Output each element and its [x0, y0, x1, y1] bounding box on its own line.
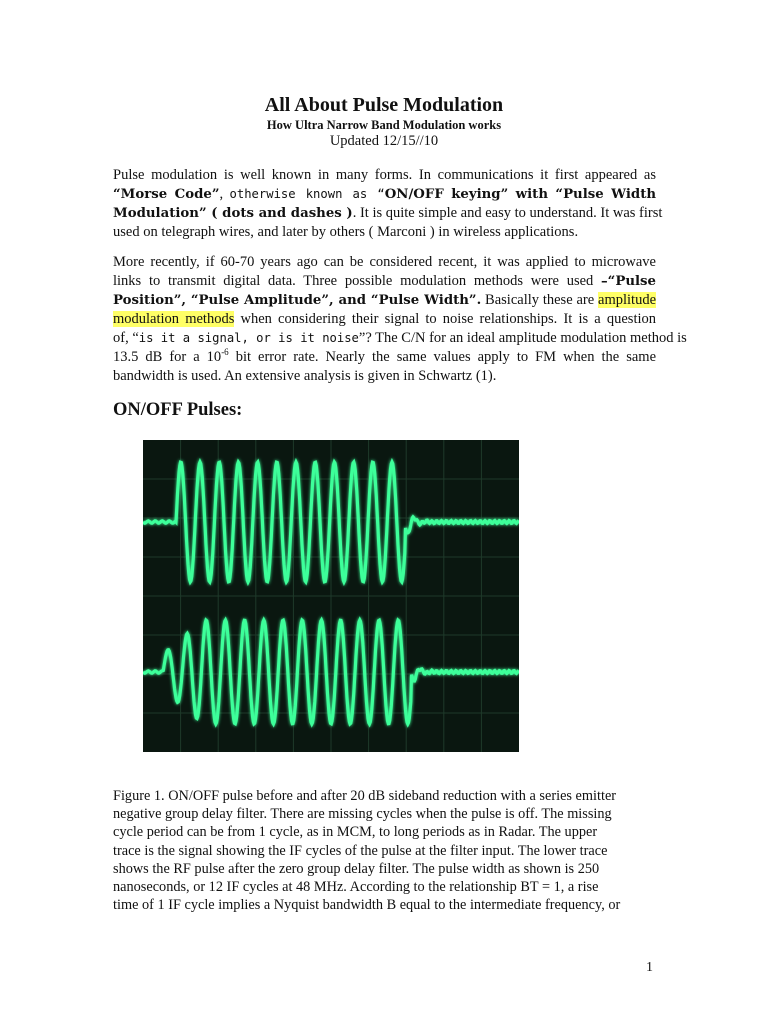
bold-text: ON/OFF keying” with “Pulse Width — [384, 187, 657, 202]
paragraph-line — [113, 204, 663, 223]
text-run: when considering their signal to noise relationships. It is a question — [234, 311, 656, 327]
mono-text: is it a signal, or is it noise — [138, 331, 359, 345]
text-run: links to transmit digital data. Three possible modulation methods were used — [113, 273, 602, 289]
text-run: Basically these are — [481, 292, 599, 308]
paragraph-line — [113, 348, 656, 367]
text-run: . It is quite simple and easy to understand. It was first — [352, 205, 663, 221]
oscilloscope-figure — [143, 440, 519, 752]
highlighted-text: modulation methods — [113, 311, 235, 327]
paragraph-line — [113, 310, 656, 329]
paragraph-line: used on telegraph wires, and later by others ( Marconi ) in wireless applications. — [113, 224, 579, 240]
paragraph-line — [113, 272, 656, 291]
paragraph-line: bandwidth is used. An extensive analysis is given in Schwartz (1). — [113, 368, 497, 384]
paragraph-line — [113, 185, 656, 204]
caption-line: time of 1 IF cycle implies a Nyquist bandwidth B equal to the intermediate frequency, or — [113, 897, 621, 914]
document-subtitle: How Ultra Narrow Band Modulation works — [266, 118, 502, 132]
bold-text: –“Pulse — [601, 274, 656, 289]
text-run: ”? The C/N for an ideal amplitude modulation method is — [358, 330, 687, 346]
superscript: -6 — [221, 347, 229, 357]
oscilloscope-traces — [143, 440, 519, 752]
caption-line: Figure 1. ON/OFF pulse before and after 20 dB sideband reduction with a series emitter — [113, 788, 617, 804]
text-run: bit error rate. Nearly the same values apply to FM when the same — [228, 349, 657, 365]
document-title: All About Pulse Modulation — [264, 94, 504, 116]
page-number: 1 — [646, 960, 653, 975]
highlighted-text: amplitude — [598, 292, 657, 308]
text-run: , — [219, 186, 230, 202]
bold-text: Position”, “Pulse Amplitude”, and “Pulse Width”. — [113, 293, 482, 308]
mono-text: otherwise known as “ — [229, 187, 385, 201]
caption-line: cycle period can be from 1 cycle, as in MCM, to long periods as in Radar. The upper — [113, 824, 598, 841]
history-paragraph — [113, 253, 687, 386]
text-run: of, “ — [113, 330, 139, 346]
paragraph-line: Pulse modulation is well known in many forms. In communications it first appeared as — [113, 167, 656, 183]
figure-caption — [113, 787, 658, 914]
caption-line: trace is the signal showing the IF cycles of the pulse at the filter input. The lower trace — [113, 842, 608, 859]
paragraph-line — [113, 291, 656, 310]
caption-line: shows the RF pulse after the zero group delay filter. The pulse width as shown is 250 — [113, 860, 600, 877]
updated-date: Updated 12/15//10 — [329, 133, 439, 149]
bold-text: “Morse Code” — [113, 187, 220, 202]
intro-paragraph — [113, 166, 663, 242]
paragraph-line — [113, 329, 687, 348]
text-run: 13.5 dB for a 10 — [113, 349, 222, 365]
bold-text: Modulation” ( dots and dashes ) — [113, 206, 353, 221]
caption-line: negative group delay filter. There are missing cycles when the pulse is off. The missing — [113, 806, 612, 823]
section-heading: ON/OFF Pulses: — [113, 400, 243, 420]
paragraph-line: More recently, if 60-70 years ago can be considered recent, it was applied to microwave — [113, 254, 656, 270]
caption-line: nanoseconds, or 12 IF cycles at 48 MHz. According to the relationship BT = 1, a rise — [113, 879, 599, 896]
